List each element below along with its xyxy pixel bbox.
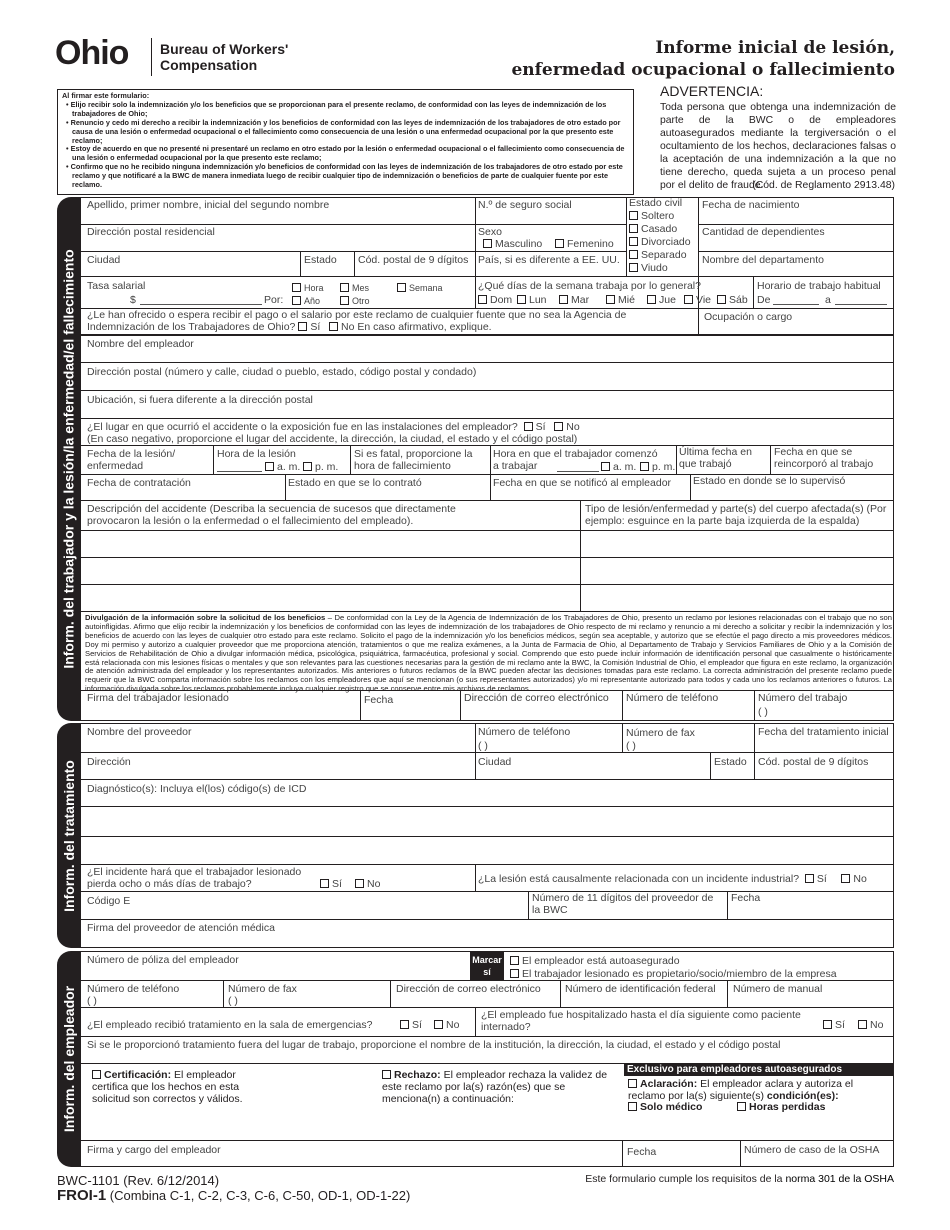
offered-question-text: ¿Le han ofrecido o espera recibir el pago o el salario por este reclamo de cualquier fuente que no sea la Agencia de Indemnización de los Trabajadores de Ohio? — [87, 309, 627, 333]
hired-state-label: Estado en que se lo contrató — [288, 477, 422, 489]
option-label: Mes — [352, 283, 370, 293]
causal-no[interactable] — [841, 873, 866, 885]
checkbox[interactable] — [717, 295, 726, 304]
provider-name-label: Nombre del proveedor — [87, 726, 192, 738]
checkbox[interactable] — [629, 237, 638, 246]
treatment-section-label-text: Inform. del tratamiento — [61, 759, 77, 912]
provider-state-label: Estado — [714, 756, 747, 768]
injury-date-label: Fecha de la lesión/ enfermedad — [87, 448, 176, 472]
warning-code: (Cód. de Reglamento 2913.48) — [752, 180, 895, 191]
checkbox[interactable] — [524, 422, 533, 431]
wage-year[interactable] — [292, 295, 320, 307]
checkbox[interactable] — [303, 462, 312, 471]
signing-bullet: • Renuncio y cedo mi derecho a recibir la indemnización y los beneficios de conformidad con las leyes de indemnización de los trabajadores de otro estado por causa de una lesión o enfermedad ocupacional o el fallecimiento como consecuencia de una lesión o una enfermedad ocupacional por la que presento este reclamo; — [66, 117, 621, 145]
checkbox[interactable] — [434, 1020, 443, 1029]
option-label: Mar — [571, 294, 590, 306]
department-label: Nombre del departamento — [702, 254, 824, 266]
injury-am[interactable] — [265, 461, 300, 473]
checkbox[interactable] — [517, 295, 526, 304]
option-label: Sí — [332, 878, 342, 890]
work-phone-paren: ( ) — [758, 706, 768, 718]
option-label: Jue — [659, 294, 676, 306]
employer-phone-paren: ( ) — [87, 995, 97, 1007]
option-label: Viudo — [641, 262, 668, 274]
option-label: a. m. — [613, 461, 637, 473]
dependents-label: Cantidad de dependientes — [702, 226, 825, 238]
wage-hour[interactable] — [292, 282, 324, 294]
worker-section-label-text: Inform. del trabajador y la lesión/la enfermedad/el fallecimiento — [61, 249, 77, 669]
er-yes[interactable] — [400, 1019, 422, 1031]
froi-line — [57, 1187, 410, 1204]
checkbox[interactable] — [629, 211, 638, 220]
employer-date-label: Fecha — [627, 1146, 657, 1158]
provider-signature-label: Firma del proveedor de atención médica — [87, 922, 275, 934]
explain-text: En caso afirmativo, explique. — [357, 321, 492, 333]
occupation-label: Ocupación o cargo — [704, 311, 793, 323]
day-wed[interactable] — [606, 294, 635, 306]
clar-title: Aclaración: — [640, 1078, 698, 1090]
checkbox[interactable] — [823, 1020, 832, 1029]
day-tue[interactable] — [559, 294, 589, 306]
worker-date-label: Fecha — [364, 694, 394, 706]
sex-label: Sexo — [478, 226, 502, 238]
signing-bullet: • Elijo recibir solo la indemnización y/o los beneficios que se proporcionan para el presente reclamo, de conformidad con las leyes de indemnización de los trabajadores de Ohio; — [66, 99, 607, 118]
self-insured-option[interactable] — [510, 955, 680, 967]
disclosure-text — [85, 614, 892, 694]
checkbox[interactable] — [298, 322, 307, 331]
title-line2: enfermedad ocupacional o fallecimiento — [511, 60, 895, 80]
warning-title: ADVERTENCIA: — [660, 83, 764, 99]
signing-bullet-text: Renuncio y cedo mi derecho a recibir la indemnización y los beneficios de conformidad con las leyes de indemnización de los trabajadores de otro estado por causa de una lesión o enfermedad ocupacional o el fallecimiento como consecuencia de una lesión o una enfermedad ocupacional por la que presento este reclamo; — [70, 117, 621, 145]
day-thu[interactable] — [647, 294, 676, 306]
offered-question — [87, 309, 647, 333]
option-label: No — [446, 1019, 460, 1031]
option-label: Lun — [529, 294, 547, 306]
city-label: Ciudad — [87, 254, 121, 266]
clar-text: El empleador aclara y autoriza el reclamo por la(s) siguiente(s) — [628, 1078, 854, 1102]
option-label: El trabajador lesionado es propietario/socio/miembro de la empresa — [522, 968, 837, 980]
clar-bold: condición(es): — [766, 1090, 839, 1102]
logo-divider — [151, 38, 152, 76]
option-label: Soltero — [641, 210, 675, 222]
hospitalized-question: ¿El empleado fue hospitalizado hasta el día siguiente como paciente internado? — [481, 1009, 801, 1033]
marital-married[interactable] — [629, 223, 677, 235]
causal-question-text: ¿La lesión está causalmente relacionada con un incidente industrial? — [478, 873, 800, 885]
option-label: No — [341, 321, 355, 333]
medical-only-option[interactable] — [628, 1101, 702, 1113]
option-label: No — [566, 421, 580, 433]
checkbox[interactable] — [858, 1020, 867, 1029]
checkbox[interactable] — [329, 322, 338, 331]
checkbox[interactable] — [265, 462, 274, 471]
provider-city-label: Ciudad — [478, 756, 512, 768]
option-label: Sáb — [729, 294, 748, 306]
notified-label: Fecha en que se notificó al empleador — [493, 477, 672, 489]
lost-time-option[interactable] — [737, 1101, 825, 1113]
signing-intro: Al firmar este formulario: — [62, 91, 150, 100]
policy-label: Número de póliza del empleador — [87, 954, 239, 966]
employer-address-label: Dirección postal (número y calle, ciudad o pueblo, estado, código postal y condado) — [87, 366, 477, 378]
provider-phone-paren: ( ) — [478, 740, 488, 752]
returned-label: Fecha en que se reincorporó al trabajo — [774, 446, 874, 470]
option-label: Sí — [835, 1019, 845, 1031]
option-label: Casado — [641, 223, 678, 235]
checkbox[interactable] — [629, 263, 638, 272]
causal-question — [478, 873, 867, 885]
day-fri[interactable] — [684, 294, 711, 306]
country-label: País, si es diferente a EE. UU. — [478, 254, 620, 266]
address-label: Dirección postal residencial — [87, 226, 215, 238]
option-label: Separado — [641, 249, 687, 261]
supervised-label: Estado en donde se lo supervisó — [693, 475, 846, 487]
er-no[interactable] — [434, 1019, 459, 1031]
ecode-label: Código E — [87, 895, 131, 907]
mark-label-2: sí — [483, 967, 491, 977]
checkbox[interactable] — [737, 1102, 746, 1111]
signing-bullet-text: Confirmo que no he recibido ninguna indemnización y/o beneficios de conformidad con las leyes de indemnización de los trabajadores de otro estado por este reclamo y que notificaré a la BWC de manera inmediata luego de recibir cualquier tipo de indemnización o beneficios de parte de cualquier fuente por este reclamo. — [70, 162, 623, 190]
checkbox[interactable] — [400, 1020, 409, 1029]
hosp-yes[interactable] — [823, 1019, 845, 1031]
sex-male[interactable] — [483, 238, 542, 250]
osha-note — [585, 1173, 894, 1185]
option-label: Sí — [310, 321, 321, 333]
checkbox[interactable] — [292, 283, 301, 292]
eight-days-question: ¿El incidente hará que el trabajador lesionado pierda ocho o más días de trabajo? — [87, 866, 302, 890]
option-label: Dom — [490, 294, 513, 306]
day-sun[interactable] — [478, 294, 512, 306]
option-label: El empleador está autoasegurado — [522, 955, 680, 967]
provider-fax-label: Número de fax — [626, 727, 695, 739]
osha-note-text: Este formulario cumple los requisitos de la — [585, 1173, 783, 1185]
manual-label: Número de manual — [733, 983, 823, 995]
option-label: p. m. — [315, 461, 339, 473]
checkbox[interactable] — [606, 295, 615, 304]
offsite-label: Si se le proporcionó tratamiento fuera del lugar de trabajo, proporcione el nombre de la institución, la dirección, la ciudad, el estado y el código postal — [87, 1039, 781, 1051]
causal-yes[interactable] — [805, 873, 827, 885]
checkbox[interactable] — [382, 1070, 391, 1079]
option-label: No — [870, 1019, 884, 1031]
diagnosis-label: Diagnóstico(s): Incluya el(los) código(s) de ICD — [87, 783, 307, 795]
checkbox[interactable] — [647, 295, 656, 304]
provider-number-label: Número de 11 dígitos del proveedor de la BWC — [532, 892, 714, 916]
signing-bullet-text: Elijo recibir solo la indemnización y/o los beneficios que se proporcionan para el presente reclamo, de conformidad con las leyes de indemnización de los trabajadores de Ohio; — [70, 99, 607, 118]
self-insured-header: Exclusivo para empleadores autoasegurados — [624, 1064, 894, 1076]
signing-bullet: • Confirmo que no he recibido ninguna indemnización y/o beneficios de conformidad con las leyes de indemnización de los trabajadores de otro estado por este reclamo y que notificaré a la BWC de manera inmediata luego de recibir cualquier tipo de indemnización o beneficios de parte de cualquier fuente por este reclamo. — [66, 162, 623, 190]
marital-separated[interactable] — [629, 249, 687, 261]
schedule-to: a — [825, 294, 831, 306]
agency-name — [160, 41, 288, 73]
checkbox[interactable] — [320, 879, 329, 888]
employer-section-label — [57, 951, 81, 1167]
worker-email-label: Dirección de correo electrónico — [464, 692, 609, 704]
checkbox[interactable] — [640, 462, 649, 471]
checkbox[interactable] — [510, 969, 519, 978]
employer-fax-paren: ( ) — [228, 995, 238, 1007]
froi-code: FROI-1 — [57, 1187, 107, 1204]
began-am[interactable] — [601, 461, 636, 473]
employer-name-label: Nombre del empleador — [87, 338, 194, 350]
checkbox[interactable] — [555, 239, 564, 248]
employer-email-label: Dirección de correo electrónico — [396, 983, 541, 995]
option-label: Vie — [696, 294, 711, 306]
option-label: Otro — [352, 296, 370, 306]
employer-phone-label: Número de teléfono — [87, 983, 180, 995]
er-question: ¿El empleado recibió tratamiento en la sala de emergencias? — [87, 1019, 373, 1031]
option-label: Semana — [409, 283, 443, 293]
day-mon[interactable] — [517, 294, 547, 306]
option-label: Sí — [412, 1019, 422, 1031]
initial-treatment-label: Fecha del tratamiento inicial — [758, 726, 889, 738]
premises-question — [87, 421, 580, 433]
rejection-option[interactable] — [382, 1069, 617, 1105]
offered-yes[interactable] — [298, 321, 320, 333]
cert-text: El empleador certifica que los hechos en esta solicitud son correctos y válidos. — [92, 1069, 243, 1105]
offered-no[interactable] — [329, 321, 354, 333]
death-label: Si es fatal, proporcione la hora de fallecimiento — [354, 448, 473, 472]
checkbox[interactable] — [629, 250, 638, 259]
option-label: No — [853, 873, 867, 885]
option-label: Año — [304, 296, 321, 306]
schedule-from: De — [757, 294, 771, 306]
signing-bullet-text: Estoy de acuerdo en que no presenté ni presentaré un reclamo en otro estado por la lesión o enfermedad ocupacional o el fallecimiento como consecuencia de una lesión o enfermedad ocupacional por la que presento este reclamo; — [70, 144, 625, 163]
treatment-section-label — [57, 723, 81, 948]
day-sat[interactable] — [717, 294, 748, 306]
wage-label: Tasa salarial — [87, 280, 146, 292]
ssn-label: N.º de seguro social — [478, 199, 572, 211]
osha-label: Número de caso de la OSHA — [744, 1144, 880, 1156]
title-line1: Informe inicial de lesión, — [655, 38, 895, 58]
signing-box — [57, 89, 634, 195]
days-question: ¿Qué días de la semana trabaja por lo general? — [478, 280, 701, 292]
reject-title: Rechazo: — [394, 1069, 441, 1081]
marital-divorced[interactable] — [629, 236, 691, 248]
checkbox[interactable] — [559, 295, 568, 304]
checkbox[interactable] — [554, 422, 563, 431]
eight-days-yes[interactable] — [320, 878, 342, 890]
mark-box — [470, 952, 504, 980]
cert-title: Certificación: — [104, 1069, 172, 1081]
premises-question-text: ¿El lugar en que ocurrió el accidente o la exposición fue en las instalaciones del empleador? — [87, 421, 518, 433]
agency-line2: Compensation — [160, 57, 258, 73]
employer-fax-label: Número de fax — [228, 983, 297, 995]
disclosure-body: – De conformidad con la Ley de la Agencia de Indemnización de los Trabajadores de Ohio, presento un reclamo por lesiones relacionadas con el trabajo que no son autoinfligidas. Afirmo que elijo recibir la indemnización y los beneficios de conformidad con las leyes de indemnización de los trabajadores de Ohio respecto de mi reclamo y renuncio a mi derecho a solicitar y recibir la indemnización y los beneficios de acuerdo con las leyes de cualquier otro estado para este reclamo. Solicito el pago de la indemnización y/o los beneficios médicos, según sea aceptable, y autorizo que se efectúe el pago directo a mis proveedores médicos. Doy mi permiso y autorizo a cualquier proveedor que me proporciona atención, tratamientos o que me realiza exámenes, a la Junta de Farmacia de Ohio, al Departamento de Trabajo y Servicios Familiares de Ohio y a la Comisión de Servicios de Rehabilitación de Ohio a divulgar información médica, psicológica, psiquiátrica, farmacéutica, profesional y social. Comprendo que esto puede incluir información de identificación personal que casualmente o históricamente está relacionada con mis lesiones físicas o mentales y que son relevantes para las cuestiones necesarias para la gestión de mi reclamo ante la BWC, la Comisión Industrial de Ohio, el empleador que figura en este reclamo, la organización de atención administrada del empleador y los representantes autorizados. Mis anteriores o futuros reclamos de la BWC pueden afectar las decisiones tomadas para este reclamo. La correcta administración del presente reclamo puede requerir que la BWC comparta información sobre los reclamos con los empleadores que aquí se mencionan (o sus representantes autorizados) y/o mi representante autorizado para todos y cada uno los reclamos anteriores o futuros. La información divulgada sobre los reclamos probablemente incluya cualquier registro que se conserve entre mis archivos de reclamos. — [85, 613, 892, 694]
signing-bullet: • Estoy de acuerdo en que no presenté ni presentaré un reclamo en otro estado por la lesión o enfermedad ocupacional o el fallecimiento como consecuencia de una lesión o enfermedad ocupacional por la que presento este reclamo; — [66, 144, 625, 163]
option-label: p. m. — [652, 461, 676, 473]
location-label: Ubicación, si fuera diferente a la dirección postal — [87, 394, 313, 406]
employer-section-label-text: Inform. del empleador — [61, 985, 77, 1133]
wage-week[interactable] — [397, 282, 443, 294]
mark-label: Marcar — [472, 955, 502, 965]
checkbox[interactable] — [629, 224, 638, 233]
froi-combines: (Combina C-1, C-2, C-3, C-6, C-50, OD-1, OD-1-22) — [109, 1188, 411, 1203]
employer-signature-label: Firma y cargo del empleador — [87, 1144, 221, 1156]
hire-date-label: Fecha de contratación — [87, 477, 191, 489]
worker-signature-label: Firma del trabajador lesionado — [87, 692, 229, 704]
began-pm[interactable] — [640, 461, 675, 473]
checkbox[interactable] — [292, 296, 301, 305]
eight-days-no[interactable] — [355, 878, 380, 890]
work-phone-label: Número del trabajo — [758, 692, 848, 704]
injury-time-label: Hora de la lesión — [217, 448, 296, 460]
worker-phone-label: Número de teléfono — [626, 692, 719, 704]
zip-label: Cód. postal de 9 dígitos — [358, 254, 469, 266]
owner-option[interactable] — [510, 968, 837, 980]
wage-other[interactable] — [340, 295, 370, 307]
federal-id-label: Número de identificación federal — [565, 983, 716, 995]
description-label: Descripción del accidente (Describa la secuencia de sucesos que directamente provocaron la lesión o la enfermedad o el fallecimiento del empleado). — [87, 503, 456, 527]
sex-female[interactable] — [555, 238, 614, 250]
checkbox[interactable] — [355, 879, 364, 888]
disclosure-title: Divulgación de la información sobre la solicitud de los beneficios — [85, 613, 326, 622]
hosp-no[interactable] — [858, 1019, 883, 1031]
clarification-option[interactable] — [628, 1078, 890, 1102]
worker-section-label — [57, 197, 81, 721]
option-label: Femenino — [567, 238, 614, 250]
option-label: Divorciado — [641, 236, 691, 248]
dollar-sign: $ — [130, 294, 136, 306]
form-number: BWC-1101 (Rev. 6/12/2014) — [57, 1173, 220, 1188]
option-label: Sí — [816, 873, 827, 885]
began-work-label: Hora en que el trabajador comenzó a trabajar — [493, 448, 658, 472]
per-label: Por: — [264, 294, 284, 306]
warning-text: Toda persona que obtenga una indemnización de parte de la BWC o de empleadores autoasegurados mediante la tergiversación o el ocultamiento de los hechos, declaraciones falsas o la aceptación de una indemnización a la que no tiene derecho, queda sujeta a un proceso penal por el delito de fraude. — [660, 102, 896, 191]
checkbox[interactable] — [340, 296, 349, 305]
checkbox[interactable] — [841, 874, 850, 883]
osha-note-bold: norma 301 de la OSHA — [785, 1173, 894, 1185]
provider-address-label: Dirección — [87, 756, 131, 768]
last-worked-label: Última fecha en que trabajó — [679, 446, 752, 470]
option-label: Solo médico — [640, 1101, 703, 1113]
worker-name-label: Apellido, primer nombre, inicial del segundo nombre — [87, 199, 330, 211]
ohio-logo: Ohio — [55, 34, 129, 72]
certification-option[interactable] — [92, 1069, 272, 1105]
checkbox[interactable] — [684, 295, 693, 304]
schedule-label: Horario de trabajo habitual — [757, 280, 881, 292]
checkbox[interactable] — [628, 1102, 637, 1111]
state-label: Estado — [304, 254, 337, 266]
option-label: Horas perdidas — [749, 1101, 826, 1113]
option-label: No — [367, 878, 381, 890]
provider-zip-label: Cód. postal de 9 dígitos — [758, 756, 869, 768]
wage-month[interactable] — [340, 282, 369, 294]
premises-no[interactable] — [554, 421, 579, 433]
option-label: Mié — [618, 294, 635, 306]
dob-label: Fecha de nacimiento — [702, 199, 800, 211]
premises-note: (En caso negativo, proporcione el lugar del accidente, la dirección, la ciudad, el estado y el código postal) — [87, 433, 578, 445]
option-label: Hora — [304, 283, 324, 293]
option-label: a. m. — [277, 461, 301, 473]
injury-type-label: Tipo de lesión/enfermedad y parte(s) del cuerpo afectada(s) (Por ejemplo: esguince en la parte baja izquierda de la espalda) — [585, 503, 887, 527]
treatment-date-label: Fecha — [731, 892, 761, 904]
checkbox[interactable] — [397, 283, 406, 292]
checkbox[interactable] — [510, 956, 519, 965]
injury-pm[interactable] — [303, 461, 338, 473]
checkbox[interactable] — [483, 239, 492, 248]
checkbox[interactable] — [628, 1079, 637, 1088]
checkbox[interactable] — [601, 462, 610, 471]
marital-single[interactable] — [629, 210, 674, 222]
form-title — [511, 37, 895, 81]
checkbox[interactable] — [340, 283, 349, 292]
option-label: Masculino — [495, 238, 543, 250]
premises-yes[interactable] — [524, 421, 546, 433]
agency-line1: Bureau of Workers' — [160, 41, 289, 57]
reject-text: El empleador rechaza la validez de este reclamo por la(s) razón(es) que se menciona(n) a continuación: — [382, 1069, 608, 1105]
checkbox[interactable] — [92, 1070, 101, 1079]
provider-phone-label: Número de teléfono — [478, 726, 571, 738]
checkbox[interactable] — [478, 295, 487, 304]
marital-widowed[interactable] — [629, 262, 668, 274]
provider-fax-paren: ( ) — [626, 740, 636, 752]
checkbox[interactable] — [805, 874, 814, 883]
option-label: Sí — [535, 421, 546, 433]
marital-label: Estado civil — [629, 197, 683, 209]
